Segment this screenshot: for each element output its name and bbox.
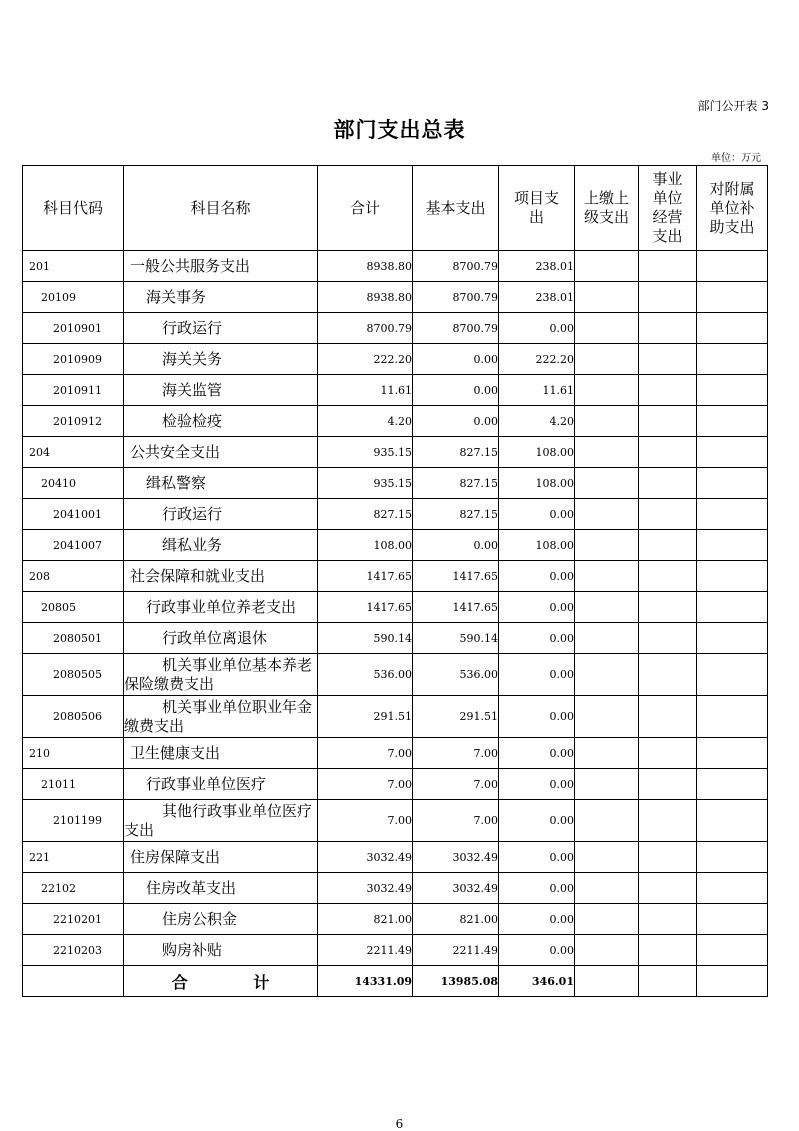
cell-business	[639, 282, 697, 313]
cell-basic: 821.00	[413, 904, 499, 935]
cell-remit-upper	[575, 904, 639, 935]
cell-basic: 827.15	[413, 437, 499, 468]
cell-subsidy	[697, 282, 768, 313]
cell-code: 2010911	[23, 375, 124, 406]
cell-total: 7.00	[318, 769, 413, 800]
cell-business	[639, 592, 697, 623]
expenditure-table	[22, 165, 768, 997]
cell-basic: 7.00	[413, 800, 499, 842]
cell-business	[639, 499, 697, 530]
table-row	[23, 842, 768, 873]
cell-basic: 8700.79	[413, 251, 499, 282]
cell-project: 4.20	[499, 406, 575, 437]
cell-name: 海关事务	[124, 282, 318, 313]
cell-subsidy	[697, 738, 768, 769]
cell-basic: 0.00	[413, 375, 499, 406]
total-project: 346.01	[499, 966, 575, 997]
cell-total: 291.51	[318, 696, 413, 738]
cell-project: 108.00	[499, 437, 575, 468]
cell-code: 2080505	[23, 654, 124, 696]
table-row	[23, 344, 768, 375]
total-label: 合 计	[124, 966, 318, 997]
cell-subsidy	[697, 561, 768, 592]
table-row	[23, 282, 768, 313]
total-remit-upper	[575, 966, 639, 997]
table-row	[23, 935, 768, 966]
cell-basic: 0.00	[413, 344, 499, 375]
total-code-cell	[23, 966, 124, 997]
cell-remit-upper	[575, 873, 639, 904]
cell-subsidy	[697, 873, 768, 904]
form-number: 部门公开表 3	[697, 99, 769, 113]
table-row	[23, 623, 768, 654]
cell-code: 2041001	[23, 499, 124, 530]
cell-remit-upper	[575, 592, 639, 623]
cell-remit-upper	[575, 654, 639, 696]
cell-project: 0.00	[499, 696, 575, 738]
cell-project: 0.00	[499, 769, 575, 800]
col-header-total: 合计	[318, 166, 413, 251]
cell-remit-upper	[575, 530, 639, 561]
cell-name: 检验检疫	[124, 406, 318, 437]
cell-subsidy	[697, 530, 768, 561]
cell-subsidy	[697, 313, 768, 344]
cell-project: 0.00	[499, 592, 575, 623]
cell-subsidy	[697, 344, 768, 375]
cell-basic: 0.00	[413, 530, 499, 561]
table-row	[23, 251, 768, 282]
cell-total: 7.00	[318, 738, 413, 769]
cell-business	[639, 800, 697, 842]
cell-code: 2010912	[23, 406, 124, 437]
cell-subsidy	[697, 375, 768, 406]
cell-name: 住房保障支出	[124, 842, 318, 873]
cell-basic: 1417.65	[413, 592, 499, 623]
table-row	[23, 800, 768, 842]
cell-business	[639, 406, 697, 437]
cell-subsidy	[697, 623, 768, 654]
cell-project: 0.00	[499, 873, 575, 904]
cell-business	[639, 313, 697, 344]
table-row	[23, 313, 768, 344]
cell-subsidy	[697, 592, 768, 623]
cell-name: 社会保障和就业支出	[124, 561, 318, 592]
cell-total: 536.00	[318, 654, 413, 696]
cell-code: 204	[23, 437, 124, 468]
total-subsidy	[697, 966, 768, 997]
table-header-row	[23, 166, 768, 251]
cell-name: 缉私业务	[124, 530, 318, 561]
cell-business	[639, 437, 697, 468]
table-row	[23, 769, 768, 800]
cell-project: 0.00	[499, 313, 575, 344]
cell-basic: 590.14	[413, 623, 499, 654]
cell-code: 2041007	[23, 530, 124, 561]
table-row	[23, 904, 768, 935]
cell-subsidy	[697, 406, 768, 437]
cell-basic: 1417.65	[413, 561, 499, 592]
cell-remit-upper	[575, 282, 639, 313]
cell-project: 0.00	[499, 904, 575, 935]
table-row	[23, 499, 768, 530]
cell-business	[639, 530, 697, 561]
cell-remit-upper	[575, 738, 639, 769]
cell-project: 0.00	[499, 800, 575, 842]
cell-subsidy	[697, 499, 768, 530]
cell-business	[639, 375, 697, 406]
cell-name: 行政单位离退休	[124, 623, 318, 654]
cell-business	[639, 935, 697, 966]
table-row	[23, 437, 768, 468]
cell-basic: 8700.79	[413, 282, 499, 313]
cell-name: 其他行政事业单位医疗支出	[124, 800, 318, 842]
cell-total: 8700.79	[318, 313, 413, 344]
cell-name: 机关事业单位职业年金缴费支出	[124, 696, 318, 738]
cell-basic: 0.00	[413, 406, 499, 437]
col-header-subsidy: 对附属单位补助支出	[697, 166, 768, 251]
total-basic: 13985.08	[413, 966, 499, 997]
cell-business	[639, 769, 697, 800]
table-row	[23, 468, 768, 499]
cell-business	[639, 873, 697, 904]
cell-total: 11.61	[318, 375, 413, 406]
cell-total: 8938.80	[318, 251, 413, 282]
cell-remit-upper	[575, 375, 639, 406]
cell-code: 21011	[23, 769, 124, 800]
cell-code: 2080506	[23, 696, 124, 738]
cell-name: 一般公共服务支出	[124, 251, 318, 282]
cell-remit-upper	[575, 696, 639, 738]
cell-code: 201	[23, 251, 124, 282]
cell-business	[639, 623, 697, 654]
cell-basic: 2211.49	[413, 935, 499, 966]
cell-subsidy	[697, 842, 768, 873]
page-title: 部门支出总表	[333, 118, 466, 142]
cell-project: 238.01	[499, 251, 575, 282]
col-header-remit-upper: 上缴上级支出	[575, 166, 639, 251]
cell-remit-upper	[575, 623, 639, 654]
total-row	[23, 966, 768, 997]
cell-basic: 7.00	[413, 769, 499, 800]
cell-basic: 3032.49	[413, 873, 499, 904]
cell-total: 222.20	[318, 344, 413, 375]
cell-basic: 291.51	[413, 696, 499, 738]
cell-subsidy	[697, 935, 768, 966]
cell-name: 公共安全支出	[124, 437, 318, 468]
cell-subsidy	[697, 904, 768, 935]
cell-name: 行政事业单位医疗	[124, 769, 318, 800]
col-header-code: 科目代码	[23, 166, 124, 251]
cell-basic: 536.00	[413, 654, 499, 696]
cell-business	[639, 468, 697, 499]
cell-name: 行政运行	[124, 313, 318, 344]
cell-project: 0.00	[499, 654, 575, 696]
cell-business	[639, 696, 697, 738]
cell-code: 2010909	[23, 344, 124, 375]
cell-subsidy	[697, 800, 768, 842]
cell-code: 20805	[23, 592, 124, 623]
cell-code: 22102	[23, 873, 124, 904]
cell-name: 机关事业单位基本养老保险缴费支出	[124, 654, 318, 696]
cell-remit-upper	[575, 800, 639, 842]
cell-name: 住房改革支出	[124, 873, 318, 904]
page-number: 6	[395, 1117, 404, 1131]
cell-code: 2080501	[23, 623, 124, 654]
cell-total: 8938.80	[318, 282, 413, 313]
cell-remit-upper	[575, 251, 639, 282]
cell-remit-upper	[575, 499, 639, 530]
cell-project: 0.00	[499, 738, 575, 769]
cell-project: 222.20	[499, 344, 575, 375]
table-row	[23, 873, 768, 904]
cell-project: 108.00	[499, 530, 575, 561]
cell-total: 7.00	[318, 800, 413, 842]
cell-basic: 8700.79	[413, 313, 499, 344]
cell-subsidy	[697, 696, 768, 738]
table-row	[23, 592, 768, 623]
total-business	[639, 966, 697, 997]
cell-total: 2211.49	[318, 935, 413, 966]
cell-project: 0.00	[499, 499, 575, 530]
cell-code: 20109	[23, 282, 124, 313]
cell-subsidy	[697, 654, 768, 696]
table-row	[23, 738, 768, 769]
cell-business	[639, 654, 697, 696]
cell-remit-upper	[575, 769, 639, 800]
cell-name: 海关监管	[124, 375, 318, 406]
cell-basic: 827.15	[413, 499, 499, 530]
cell-code: 208	[23, 561, 124, 592]
table-row	[23, 561, 768, 592]
table-row	[23, 696, 768, 738]
cell-business	[639, 842, 697, 873]
cell-basic: 7.00	[413, 738, 499, 769]
table-row	[23, 406, 768, 437]
cell-business	[639, 344, 697, 375]
cell-project: 0.00	[499, 935, 575, 966]
cell-code: 20410	[23, 468, 124, 499]
cell-remit-upper	[575, 406, 639, 437]
cell-name: 行政事业单位养老支出	[124, 592, 318, 623]
cell-remit-upper	[575, 437, 639, 468]
cell-remit-upper	[575, 344, 639, 375]
cell-code: 221	[23, 842, 124, 873]
cell-code: 2010901	[23, 313, 124, 344]
cell-subsidy	[697, 251, 768, 282]
cell-total: 3032.49	[318, 842, 413, 873]
cell-basic: 827.15	[413, 468, 499, 499]
cell-total: 821.00	[318, 904, 413, 935]
cell-project: 108.00	[499, 468, 575, 499]
cell-project: 238.01	[499, 282, 575, 313]
total-sum: 14331.09	[318, 966, 413, 997]
table-row	[23, 530, 768, 561]
cell-remit-upper	[575, 561, 639, 592]
cell-business	[639, 561, 697, 592]
unit-label: 单位：万元	[711, 153, 761, 164]
cell-name: 海关关务	[124, 344, 318, 375]
cell-project: 0.00	[499, 623, 575, 654]
cell-business	[639, 738, 697, 769]
cell-name: 卫生健康支出	[124, 738, 318, 769]
col-header-project: 项目支出	[499, 166, 575, 251]
col-header-name: 科目名称	[124, 166, 318, 251]
cell-name: 住房公积金	[124, 904, 318, 935]
cell-total: 827.15	[318, 499, 413, 530]
cell-total: 935.15	[318, 437, 413, 468]
col-header-business: 事业单位经营支出	[639, 166, 697, 251]
cell-remit-upper	[575, 313, 639, 344]
cell-subsidy	[697, 468, 768, 499]
cell-total: 935.15	[318, 468, 413, 499]
cell-subsidy	[697, 769, 768, 800]
table-row	[23, 375, 768, 406]
cell-basic: 3032.49	[413, 842, 499, 873]
cell-total: 4.20	[318, 406, 413, 437]
cell-name: 行政运行	[124, 499, 318, 530]
cell-name: 缉私警察	[124, 468, 318, 499]
table-row	[23, 654, 768, 696]
cell-business	[639, 251, 697, 282]
cell-business	[639, 904, 697, 935]
cell-project: 0.00	[499, 561, 575, 592]
cell-total: 590.14	[318, 623, 413, 654]
cell-code: 2101199	[23, 800, 124, 842]
cell-name: 购房补贴	[124, 935, 318, 966]
table-body	[23, 251, 768, 966]
cell-remit-upper	[575, 842, 639, 873]
cell-code: 2210203	[23, 935, 124, 966]
cell-total: 108.00	[318, 530, 413, 561]
cell-project: 0.00	[499, 842, 575, 873]
cell-remit-upper	[575, 468, 639, 499]
cell-subsidy	[697, 437, 768, 468]
cell-total: 3032.49	[318, 873, 413, 904]
cell-project: 11.61	[499, 375, 575, 406]
cell-remit-upper	[575, 935, 639, 966]
cell-total: 1417.65	[318, 561, 413, 592]
col-header-basic: 基本支出	[413, 166, 499, 251]
cell-total: 1417.65	[318, 592, 413, 623]
cell-code: 210	[23, 738, 124, 769]
cell-code: 2210201	[23, 904, 124, 935]
